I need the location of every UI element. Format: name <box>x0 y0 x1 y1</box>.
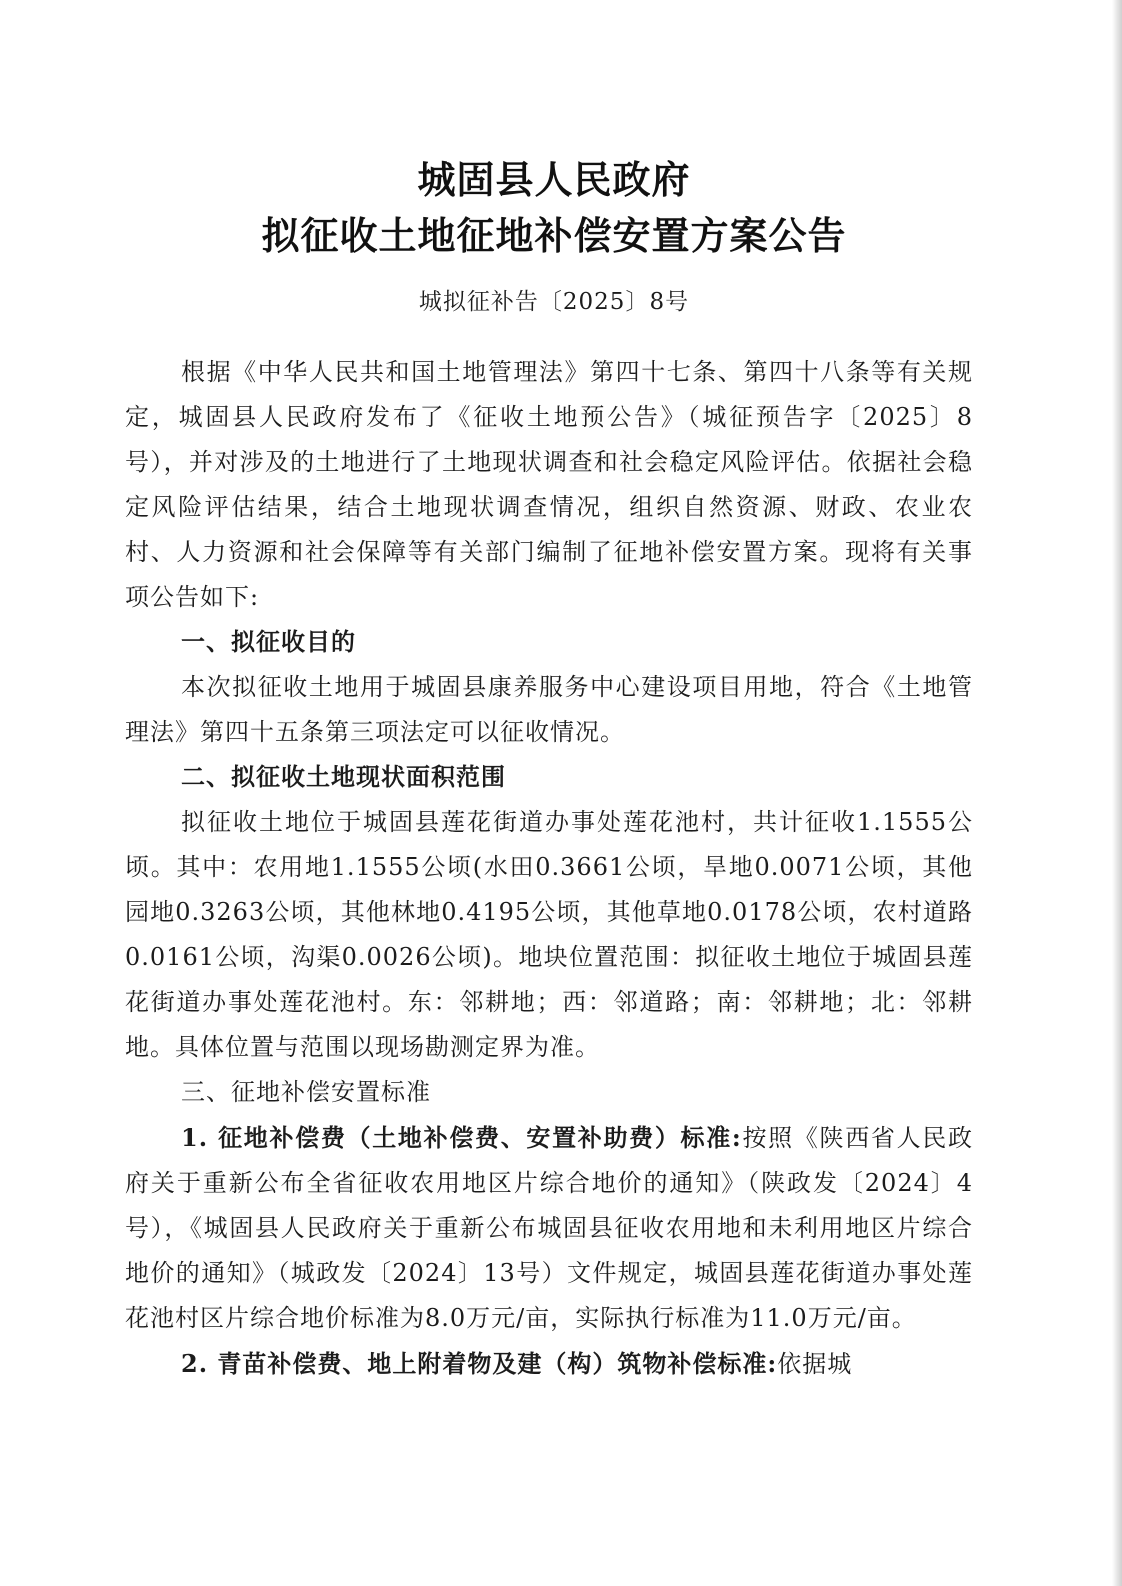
item-1-label: 1. 征地补偿费（土地补偿费、安置补助费）标准: <box>181 1123 742 1152</box>
item-1-body: 按照《陕西省人民政府关于重新公布全省征收农用地区片综合地价的通知》（陕政发〔2024〕4号），《城固县人民政府关于重新公布城固县征收农用地和未利用地区片综合地价的通知》（城政发〔2024〕13号）文件规定，城固县莲花街道办事处莲花池村区片综合地价标准为8.0万元/亩，实际执行标准为11.0万元/亩。 <box>125 1124 973 1332</box>
item-2-body: 依据城 <box>777 1350 853 1378</box>
section-3-item-2 <box>125 1341 973 1387</box>
section-3-heading: 三、征地补偿安置标准 <box>181 1078 431 1106</box>
section-2-heading: 二、拟征收土地现状面积范围 <box>181 763 506 791</box>
section-1-heading: 一、拟征收目的 <box>181 628 356 656</box>
section-1-body: 本次拟征收土地用于城固县康养服务中心建设项目用地，符合《土地管理法》第四十五条第三项法定可以征收情况。 <box>125 673 973 746</box>
title-line-1: 城固县人民政府 <box>417 158 691 202</box>
title-line-2: 拟征收土地征地补偿安置方案公告 <box>261 214 847 258</box>
document-title <box>0 152 1108 264</box>
document-body <box>125 350 973 1387</box>
section-2-body: 拟征收土地位于城固县莲花街道办事处莲花池村，共计征收1.1555公顷。其中：农用地1.1555公顷(水田0.3661公顷，旱地0.0071公顷，其他园地0.3263公顷，其他林地0.4195公顷，其他草地0.0178公顷，农村道路0.0161公顷，沟渠0.0026公顷)。地块位置范围：拟征收土地位于城固县莲花街道办事处莲花池村。东：邻耕地；西：邻道路；南：邻耕地；北：邻耕地。具体位置与范围以现场勘测定界为准。 <box>125 808 973 1061</box>
page-edge-shadow <box>1112 0 1122 1586</box>
document-number: 城拟征补告〔2025〕8号 <box>418 289 690 315</box>
intro-paragraph: 根据《中华人民共和国土地管理法》第四十七条、第四十八条等有关规定，城固县人民政府发布了《征收土地预公告》（城征预告字〔2025〕8号），并对涉及的土地进行了土地现状调查和社会稳定风险评估。依据社会稳定风险评估结果，结合土地现状调查情况，组织自然资源、财政、农业农村、人力资源和社会保障等有关部门编制了征地补偿安置方案。现将有关事项公告如下: <box>125 358 973 611</box>
section-3-item-1 <box>125 1115 973 1341</box>
item-2-label: 2. 青苗补偿费、地上附着物及建（构）筑物补偿标准: <box>181 1349 778 1378</box>
